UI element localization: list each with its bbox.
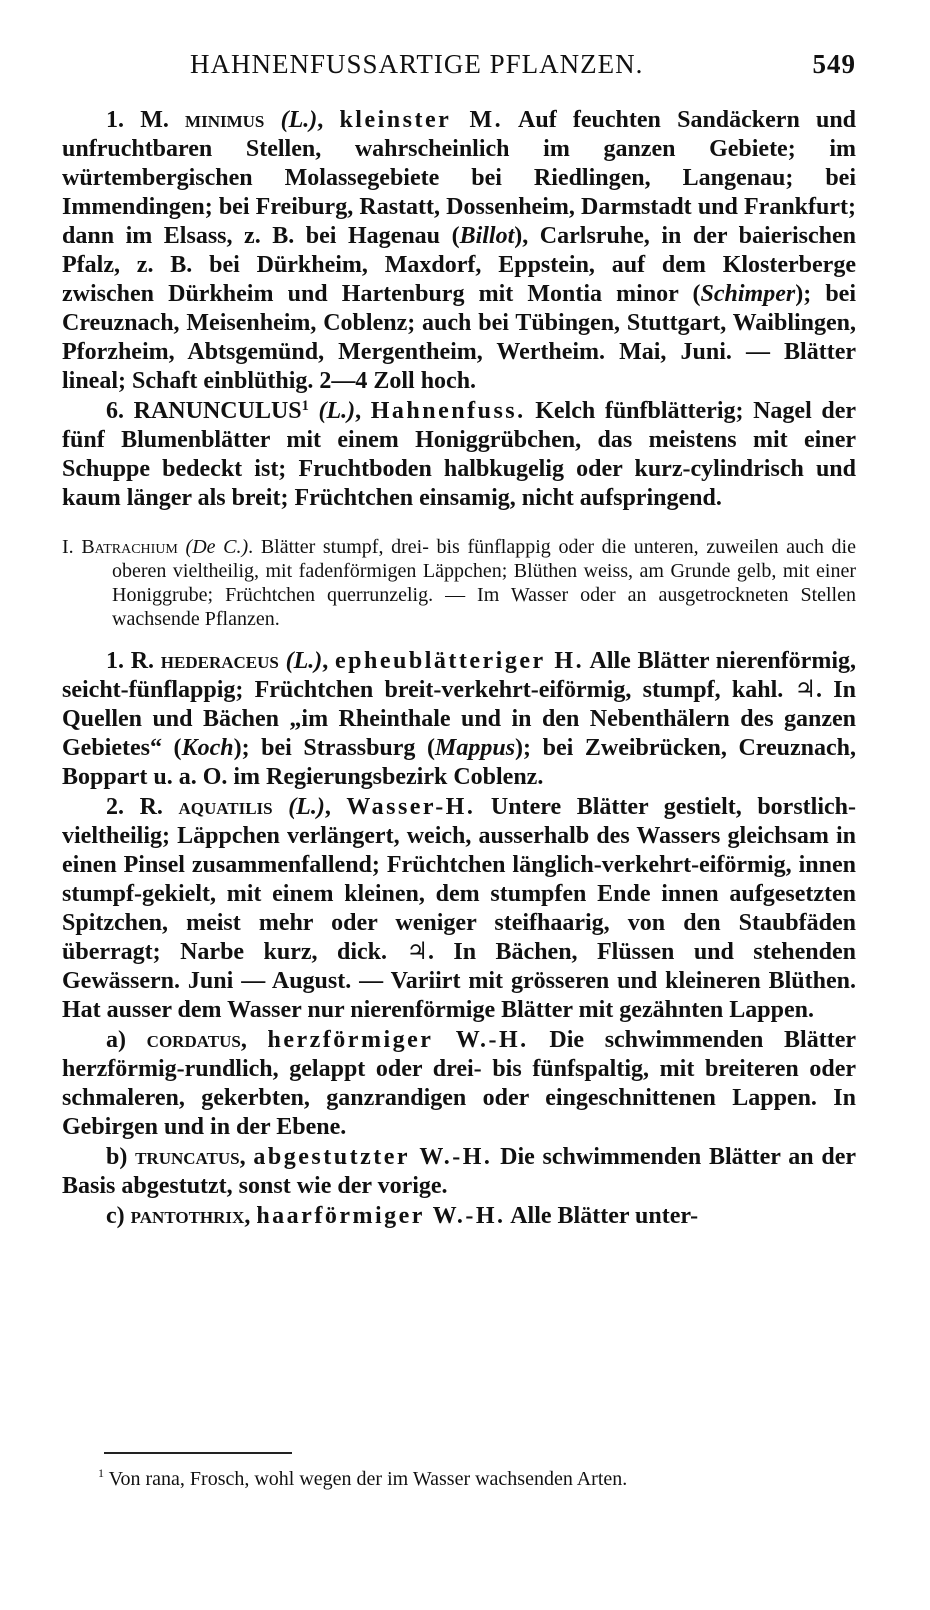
authority: (L.) xyxy=(308,398,356,424)
footnote xyxy=(98,1466,858,1492)
authority: (L.) xyxy=(278,648,323,674)
entry-hederaceus xyxy=(62,647,856,792)
separator: , xyxy=(239,1144,254,1170)
variety-letter: a) xyxy=(106,1027,147,1053)
species-name: minimus xyxy=(185,107,265,133)
citation: Schimper xyxy=(700,281,796,307)
species-name: hederaceus xyxy=(160,648,279,674)
entry-text: Untere Blätter gestielt, borstlich-vieltheilig; Läppchen verlängert, weich, ausserhalb des Wassers gleichsam in einen Pinsel zusammenfallend; Früchtchen länglich-verkehrt-eiförmig, innen stumpf-gekielt, mit einem kleinen, dem stumpfen Ende innen aufgesetzten Spitzchen, meist mehr oder weniger steifhaarig, von den Staubfäden überragt; Narbe kurz, dick. ♃. In Bächen, Flüssen und stehenden Gewässern. Juni — August. — Variirt mit grösseren und kleineren Blüthen. Hat ausser dem Wasser nur nierenförmige Blätter mit gezähnten Lappen. xyxy=(62,794,856,1023)
entry-text: Auf feuchten Sandäckern und unfruchtbaren Stellen, wahrscheinlich im ganzen Gebiete; im würtembergischen Molassegebiete bei Riedlingen, Langenau; bei Immendingen; bei Freiburg, Rastatt, Dossenheim, Darmstadt und Frankfurt; dann im Elsass, z. B. bei Hagenau ( xyxy=(62,107,857,249)
authority: (L.) xyxy=(272,794,325,820)
common-name: haarförmiger W.-H. xyxy=(256,1203,506,1229)
separator: , xyxy=(355,398,371,424)
genus-number: 6. xyxy=(106,398,134,424)
entry-text: ); bei Creuznach, Meisenheim, Coblenz; auch bei Tübingen, Stuttgart, Waiblingen, Pforzheim, Abtsgemünd, Mergentheim, Wertheim. Mai, Juni. — Blätter lineal; Schaft einblüthig. 2—4 Zoll hoch. xyxy=(62,281,856,394)
variety-text: Alle Blätter unter- xyxy=(505,1203,699,1229)
species-name: aquatilis xyxy=(178,794,273,820)
common-name: Hahnenfuss. xyxy=(370,398,526,424)
variety-name: cordatus xyxy=(146,1027,241,1053)
separator: , xyxy=(322,648,335,674)
variety-text: Die schwimmenden Blätter an der Basis abgestutzt, sonst wie der vorige. xyxy=(62,1144,856,1199)
variety-truncatus xyxy=(62,1143,856,1201)
authority: (L.) xyxy=(280,107,318,133)
citation: Billot xyxy=(459,223,515,249)
entry-text: Alle Blätter nierenförmig, seicht-fünflappig; Früchtchen breit-verkehrt-eiförmig, stumpf, kahl. ♃. In Quellen und Bächen „im Rheinthale und in den Nebenthälern des ganzen Gebietes“ ( xyxy=(62,648,856,761)
separator: , xyxy=(317,107,340,133)
citation: Mappus xyxy=(435,735,516,761)
entry-aquatilis xyxy=(62,793,856,1025)
variety-name: pantothrix xyxy=(130,1203,245,1229)
common-name: herzförmiger W.-H. xyxy=(267,1027,529,1053)
entry-text: ); bei Zweibrücken, Creuznach, Boppart u. a. O. im Regierungsbezirk Coblenz. xyxy=(62,735,856,790)
variety-cordatus xyxy=(62,1026,856,1142)
footnote-text: Von rana, Frosch, wohl wegen der im Wasser wachsenden Arten. xyxy=(104,1468,628,1490)
running-title: HAHNENFUSSARTIGE PFLANZEN. xyxy=(190,49,644,79)
common-name: epheublätteriger H. xyxy=(335,648,585,674)
genus-name: RANUNCULUS xyxy=(133,398,302,424)
entry-number: 2. R. xyxy=(106,794,179,820)
entry-minimus xyxy=(62,106,856,396)
section-number: I. xyxy=(62,536,82,558)
citation: Koch xyxy=(181,735,234,761)
section-batrachium xyxy=(62,535,856,631)
common-name: kleinster M. xyxy=(339,107,504,133)
variety-letter: b) xyxy=(106,1144,136,1170)
entry-text: ), Carlsruhe, in der baierischen Pfalz, z. B. bei Dürkheim, Maxdorf, Eppstein, auf dem Klosterberge zwischen Dürkheim und Hartenburg mit Montia minor ( xyxy=(62,223,857,307)
entry-text: ); bei Strassburg ( xyxy=(233,735,435,761)
separator: , xyxy=(324,794,347,820)
variety-text: Die schwimmenden Blätter herzförmig-rundlich, gelappt oder drei- bis fünfspaltig, mit breiteren oder schmaleren, gekerbten, ganzrandigen oder eingeschnittenen Lappen. In Gebirgen und in der Ebene. xyxy=(62,1027,857,1140)
page-body xyxy=(62,106,856,1232)
footnote-ref: 1 xyxy=(301,398,309,414)
section-name: Batrachium xyxy=(81,536,178,558)
genus-ranunculus xyxy=(62,397,856,513)
variety-name: truncatus xyxy=(135,1144,240,1170)
section-text: . Blätter stumpf, drei- bis fünflappig oder die unteren, zuweilen auch die oberen vieltheilig, mit fadenförmigen Läppchen; Blüthen weiss, am Grunde gelb, mit einer Honiggrube; Früchtchen querrunzelig. — Im Wasser oder an ausgetrockneten Stellen wachsende Pflanzen. xyxy=(112,536,856,630)
footnote-marker: 1 xyxy=(98,1466,104,1480)
common-name: Wasser-H. xyxy=(346,794,476,820)
entry-number: 1. R. xyxy=(106,648,161,674)
variety-pantothrix xyxy=(62,1202,856,1231)
variety-letter: c) xyxy=(106,1203,131,1229)
genus-text: Kelch fünfblätterig; Nagel der fünf Blumenblätter mit einem Honiggrübchen, das meistens mit einer Schuppe bedeckt ist; Fruchtboden halbkugelig oder kurz-cylindrisch und kaum länger als breit; Früchtchen einsamig, nicht aufspringend. xyxy=(62,398,857,511)
separator: , xyxy=(244,1203,257,1229)
common-name: abgestutzter W.-H. xyxy=(253,1144,493,1170)
authority: (De C.) xyxy=(177,536,249,558)
page-number: 549 xyxy=(812,49,856,79)
separator: , xyxy=(240,1027,268,1053)
footnote-divider xyxy=(104,1452,292,1454)
entry-number: 1. M. xyxy=(106,107,186,133)
